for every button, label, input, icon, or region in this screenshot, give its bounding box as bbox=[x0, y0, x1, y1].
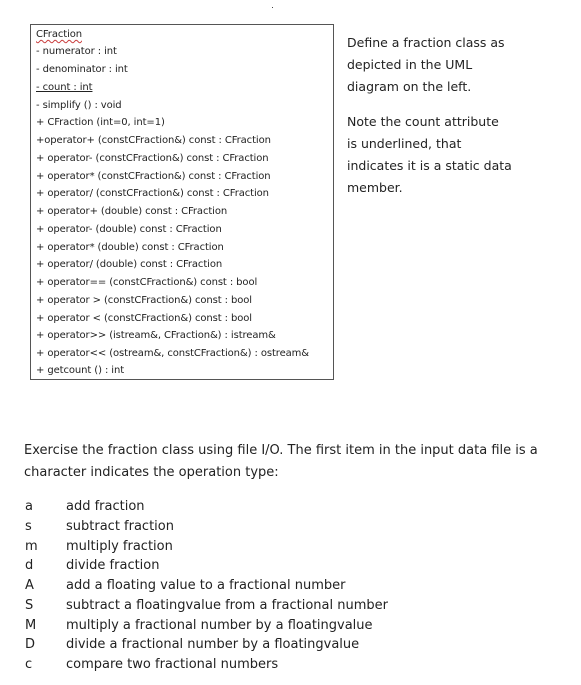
operation-row bbox=[0, 637, 581, 657]
uml-method: - simplify () : void bbox=[36, 100, 122, 111]
uml-method: + operator > (constCFraction&) const : bool bbox=[36, 295, 252, 306]
operation-description: subtract a floatingvalue from a fractional number bbox=[66, 598, 388, 613]
note-line: member. bbox=[347, 180, 403, 195]
uml-method: + operator- (constCFraction&) const : CFraction bbox=[36, 153, 269, 164]
uml-method: + operator<< (ostream&, constCFraction&) : ostream& bbox=[36, 348, 309, 359]
uml-constructor: + CFraction (int=0, int=1) bbox=[36, 117, 165, 128]
uml-attribute: - numerator : int bbox=[36, 46, 117, 57]
define-note bbox=[347, 32, 505, 98]
operation-description: divide a fractional number by a floatingvalue bbox=[66, 637, 360, 652]
stray-dot bbox=[272, 7, 273, 8]
note-line: indicates it is a static data bbox=[347, 158, 512, 173]
uml-method: + operator* (double) const : CFraction bbox=[36, 242, 224, 253]
operation-description: add a floating value to a fractional number bbox=[66, 578, 346, 593]
operation-code: A bbox=[25, 578, 34, 593]
operation-code: M bbox=[25, 618, 37, 633]
operation-code: s bbox=[25, 519, 32, 534]
operation-row bbox=[0, 519, 581, 539]
uml-method: + operator < (constCFraction&) const : bool bbox=[36, 313, 252, 324]
uml-class-diagram bbox=[30, 24, 334, 380]
uml-method: + operator>> (istream&, CFraction&) : istream& bbox=[36, 330, 276, 341]
operation-code: S bbox=[25, 598, 34, 613]
uml-method: + operator/ (double) const : CFraction bbox=[36, 259, 223, 270]
operation-row bbox=[0, 499, 581, 519]
uml-method: + operator* (constCFraction&) const : CFraction bbox=[36, 171, 271, 182]
operation-code: m bbox=[25, 539, 38, 554]
uml-attribute: - denominator : int bbox=[36, 64, 128, 75]
uml-method: + operator== (constCFraction&) const : bool bbox=[36, 277, 258, 288]
uml-method: + operator/ (constCFraction&) const : CFraction bbox=[36, 188, 269, 199]
operation-row bbox=[0, 539, 581, 559]
operation-description: compare two fractional numbers bbox=[66, 657, 279, 672]
uml-method: +operator+ (constCFraction&) const : CFraction bbox=[36, 135, 271, 146]
uml-class-name: CFraction bbox=[36, 29, 82, 40]
operation-code: D bbox=[25, 637, 36, 652]
operation-row bbox=[0, 558, 581, 578]
note-line: diagram on the left. bbox=[347, 79, 472, 94]
operation-row bbox=[0, 578, 581, 598]
operation-description: add fraction bbox=[66, 499, 145, 514]
uml-static-attribute: - count : int bbox=[36, 82, 93, 93]
note-line: Define a fraction class as bbox=[347, 35, 505, 50]
count-note bbox=[347, 111, 512, 199]
exercise-paragraph: Exercise the fraction class using file I/O. The first item in the input data file is a character indicates the operation type: bbox=[24, 443, 538, 480]
operation-row bbox=[0, 598, 581, 618]
note-line: Note the count attribute bbox=[347, 114, 499, 129]
operation-row bbox=[0, 618, 581, 638]
uml-method: + operator- (double) const : CFraction bbox=[36, 224, 222, 235]
operation-description: subtract fraction bbox=[66, 519, 174, 534]
note-line: is underlined, that bbox=[347, 136, 462, 151]
uml-method: + getcount () : int bbox=[36, 365, 125, 376]
uml-method: + operator+ (double) const : CFraction bbox=[36, 206, 228, 217]
note-line: depicted in the UML bbox=[347, 57, 473, 72]
operation-description: multiply a fractional number by a floatingvalue bbox=[66, 618, 373, 633]
operation-description: multiply fraction bbox=[66, 539, 173, 554]
operation-code: d bbox=[25, 558, 34, 573]
operation-row bbox=[0, 657, 581, 677]
operation-code: a bbox=[25, 499, 33, 514]
operation-code: c bbox=[25, 657, 33, 672]
operation-description: divide fraction bbox=[66, 558, 160, 573]
